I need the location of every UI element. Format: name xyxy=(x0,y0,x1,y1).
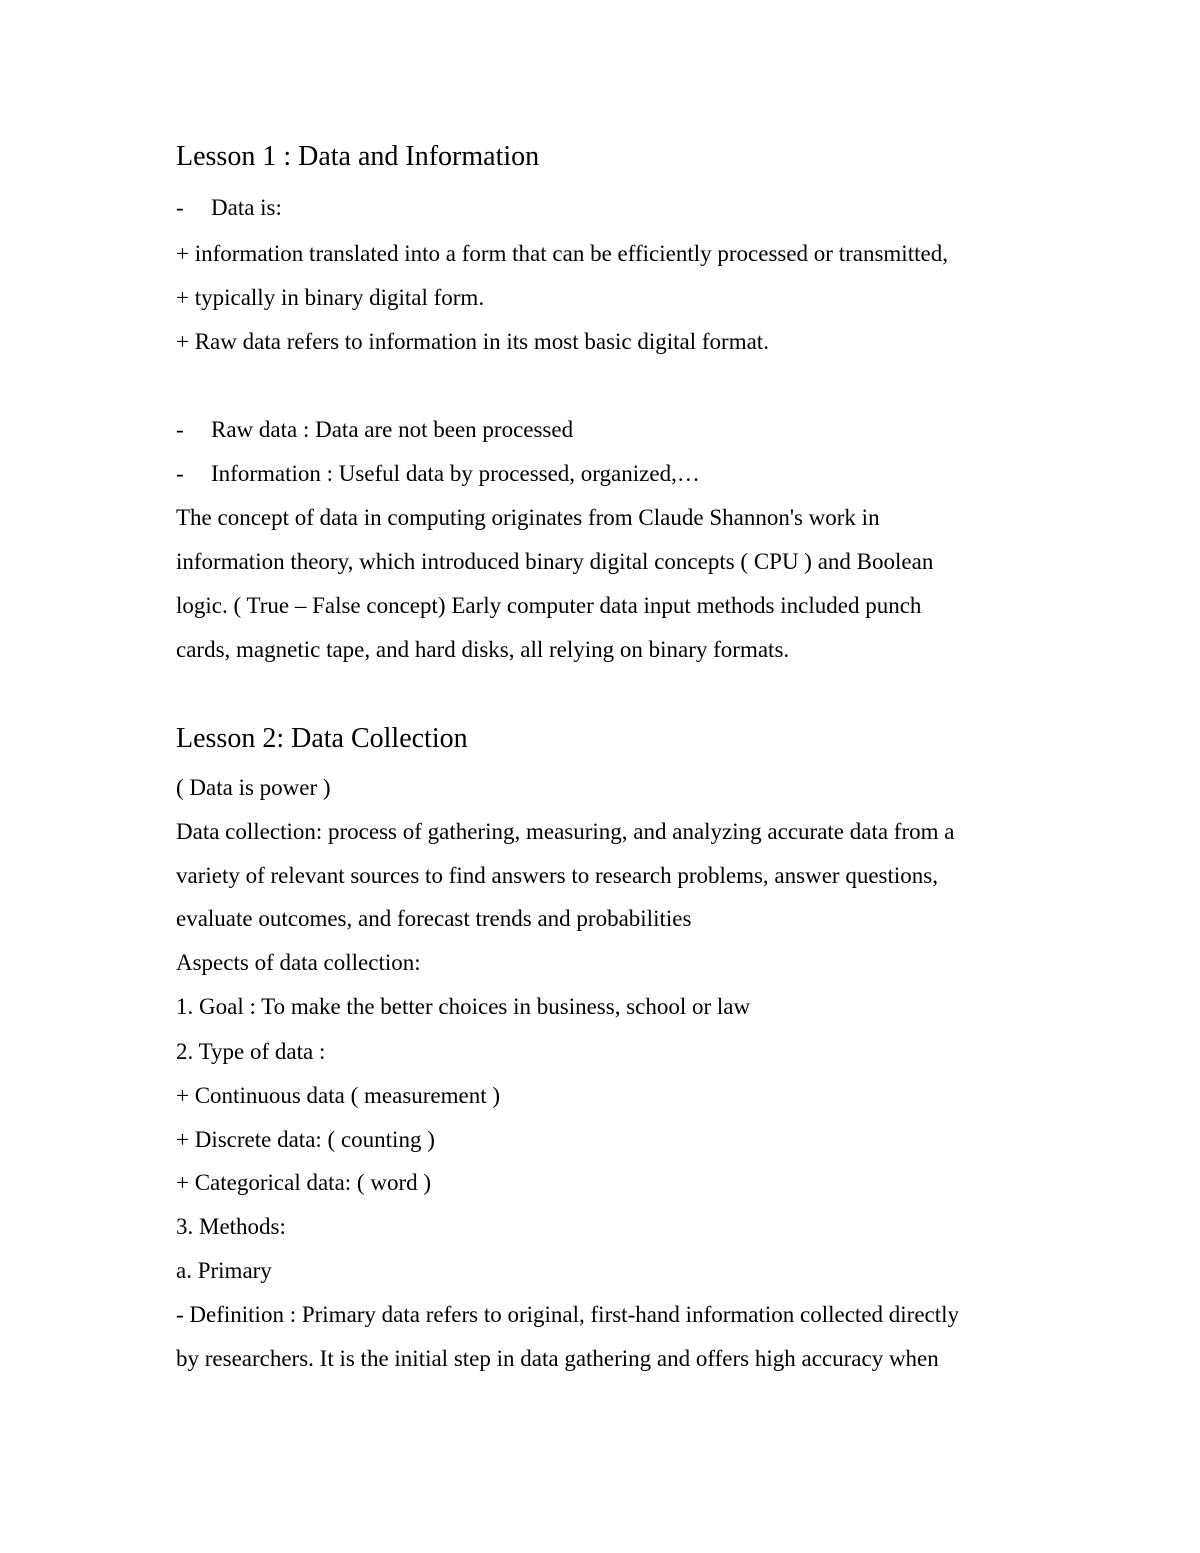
lesson-1-point: + information translated into a form that can be efficiently processed or transmitted, xyxy=(176,241,948,266)
data-is-text: Data is: xyxy=(211,195,282,220)
lesson-2-line: by researchers. It is the initial step in data gathering and offers high accuracy when xyxy=(176,1346,939,1371)
lesson-1-paragraph-line: cards, magnetic tape, and hard disks, all relying on binary formats. xyxy=(176,637,790,662)
lesson-1-paragraph-line: logic. ( True – False concept) Early computer data input methods included punch xyxy=(176,593,922,618)
definition-text: Information : Useful data by processed, organized,… xyxy=(211,461,700,486)
bullet-dash: - xyxy=(176,417,184,442)
lesson-2-line: Aspects of data collection: xyxy=(176,950,421,975)
bullet-dash: - xyxy=(176,461,184,486)
bullet-dash: - xyxy=(176,195,184,220)
lesson-1-point: + typically in binary digital form. xyxy=(176,285,485,310)
lesson-2-line: 1. Goal : To make the better choices in business, school or law xyxy=(176,994,751,1019)
lesson-1-paragraph-line: information theory, which introduced binary digital concepts ( CPU ) and Boolean xyxy=(176,549,934,574)
lesson-2-heading: Lesson 2: Data Collection xyxy=(176,723,468,754)
lesson-2-line: a. Primary xyxy=(176,1258,272,1283)
lesson-2-line: evaluate outcomes, and forecast trends and probabilities xyxy=(176,906,692,931)
definition-text: Raw data : Data are not been processed xyxy=(211,417,574,442)
lesson-2-line: Data collection: process of gathering, measuring, and analyzing accurate data from a xyxy=(176,819,955,844)
lesson-2-line: + Continuous data ( measurement ) xyxy=(176,1083,501,1108)
lesson-2-line: 2. Type of data : xyxy=(176,1039,326,1064)
lesson-2-line: variety of relevant sources to find answers to research problems, answer questions, xyxy=(176,863,938,888)
lesson-2-line: 3. Methods: xyxy=(176,1214,286,1239)
lesson-2-line: - Definition : Primary data refers to original, first-hand information collected directly xyxy=(176,1302,960,1327)
lesson-1-heading: Lesson 1 : Data and Information xyxy=(176,141,540,172)
lesson-2-line: + Discrete data: ( counting ) xyxy=(176,1127,435,1152)
lesson-2-line: ( Data is power ) xyxy=(176,775,331,800)
lesson-1-paragraph-line: The concept of data in computing originates from Claude Shannon's work in xyxy=(176,505,880,530)
lesson-1-point: + Raw data refers to information in its most basic digital format. xyxy=(176,329,769,354)
lesson-2-line: + Categorical data: ( word ) xyxy=(176,1170,432,1195)
